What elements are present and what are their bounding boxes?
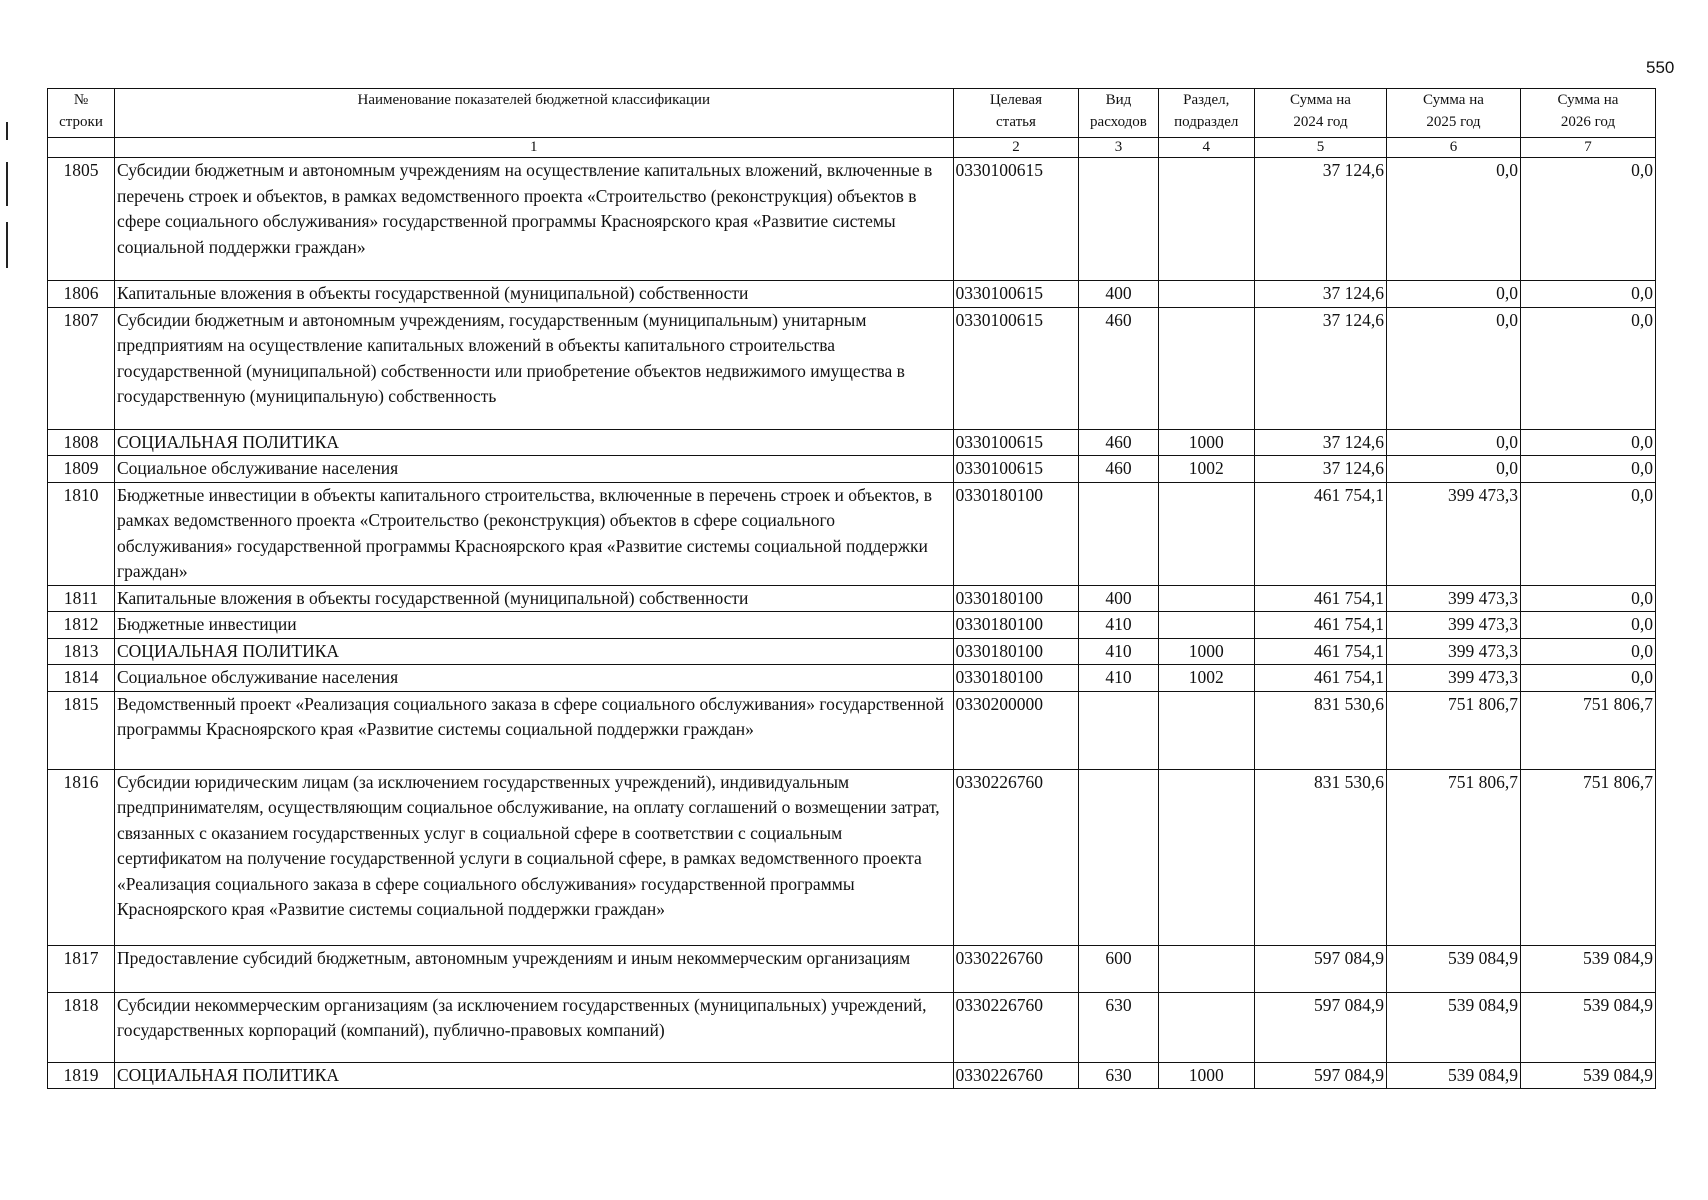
expense-type xyxy=(1079,482,1158,585)
target-article: 0330226760 xyxy=(953,945,1079,992)
header-sum-2025: Сумма на 2025 год xyxy=(1386,89,1520,138)
target-article: 0330226760 xyxy=(953,769,1079,945)
indicator-name: Бюджетные инвестиции xyxy=(115,612,954,639)
sum-2025: 399 473,3 xyxy=(1386,482,1520,585)
header-row-no: № строки xyxy=(48,89,115,138)
col-number: 6 xyxy=(1386,138,1520,158)
sum-2026: 0,0 xyxy=(1520,585,1655,612)
expense-type: 630 xyxy=(1079,992,1158,1062)
row-number: 1805 xyxy=(48,158,115,281)
row-number: 1806 xyxy=(48,281,115,308)
table-row xyxy=(48,691,1656,769)
section-code xyxy=(1158,691,1254,769)
table-row xyxy=(48,158,1656,281)
sum-2024: 597 084,9 xyxy=(1254,1062,1386,1089)
indicator-name: Бюджетные инвестиции в объекты капитального строительства, включенные в перечень строек и объектов, в рамках ведомственного проекта «Строительство (реконструкция) объектов в сфере социального обслуживания» государственной программы Красноярского края «Развитие системы социальной поддержки граждан» xyxy=(115,482,954,585)
expense-type xyxy=(1079,158,1158,281)
row-number: 1816 xyxy=(48,769,115,945)
sum-2024: 461 754,1 xyxy=(1254,612,1386,639)
section-code: 1002 xyxy=(1158,456,1254,483)
indicator-name: СОЦИАЛЬНАЯ ПОЛИТИКА xyxy=(115,429,954,456)
expense-type: 460 xyxy=(1079,307,1158,429)
target-article: 0330100615 xyxy=(953,456,1079,483)
indicator-name: Ведомственный проект «Реализация социального заказа в сфере социального обслуживания» государственной программы Красноярского края «Развитие системы социальной поддержки граждан» xyxy=(115,691,954,769)
indicator-name: Социальное обслуживание населения xyxy=(115,665,954,692)
sum-2024: 597 084,9 xyxy=(1254,992,1386,1062)
sum-2024: 461 754,1 xyxy=(1254,585,1386,612)
sum-2025: 399 473,3 xyxy=(1386,665,1520,692)
row-number: 1814 xyxy=(48,665,115,692)
indicator-name: Субсидии юридическим лицам (за исключением государственных учреждений), индивидуальным предпринимателям, осуществляющим социальное обслуживание, на оплату соглашений о возмещении затрат, связанных с оказанием государственных услуг в социальной сфере в соответствии с социальным сертификатом на получение государственной услуги в социальной сфере, в рамках ведомственного проекта «Реализация социального заказа в сфере социального обслуживания» государственной программы Красноярского края «Развитие системы социальной поддержки граждан» xyxy=(115,769,954,945)
expense-type: 630 xyxy=(1079,1062,1158,1089)
target-article: 0330100615 xyxy=(953,281,1079,308)
sum-2024: 461 754,1 xyxy=(1254,665,1386,692)
header-row xyxy=(48,89,1656,138)
col-number: 7 xyxy=(1520,138,1655,158)
table-row xyxy=(48,456,1656,483)
indicator-name: СОЦИАЛЬНАЯ ПОЛИТИКА xyxy=(115,1062,954,1089)
target-article: 0330226760 xyxy=(953,1062,1079,1089)
expense-type: 410 xyxy=(1079,612,1158,639)
row-number: 1815 xyxy=(48,691,115,769)
sum-2026: 0,0 xyxy=(1520,612,1655,639)
table-row xyxy=(48,665,1656,692)
col-number: 3 xyxy=(1079,138,1158,158)
sum-2025: 539 084,9 xyxy=(1386,945,1520,992)
indicator-name: СОЦИАЛЬНАЯ ПОЛИТИКА xyxy=(115,638,954,665)
table-row xyxy=(48,429,1656,456)
section-code xyxy=(1158,769,1254,945)
sum-2025: 0,0 xyxy=(1386,281,1520,308)
sum-2024: 37 124,6 xyxy=(1254,456,1386,483)
expense-type: 460 xyxy=(1079,456,1158,483)
sum-2026: 0,0 xyxy=(1520,482,1655,585)
target-article: 0330180100 xyxy=(953,612,1079,639)
indicator-name: Субсидии бюджетным и автономным учреждениям на осуществление капитальных вложений, включенные в перечень строек и объектов, в рамках ведомственного проекта «Строительство (реконструкция) объектов в сфере социального обслуживания» государственной программы Красноярского края «Развитие системы социальной поддержки граждан» xyxy=(115,158,954,281)
sum-2026: 539 084,9 xyxy=(1520,1062,1655,1089)
indicator-name: Субсидии бюджетным и автономным учреждениям, государственным (муниципальным) унитарным предприятиям на осуществление капитальных вложений в объекты капитального строительства государственной (муниципальной) собственности или приобретение объектов недвижимого имущества в государственную (муниципальную) собственность xyxy=(115,307,954,429)
section-code xyxy=(1158,585,1254,612)
table-row xyxy=(48,482,1656,585)
header-sum-2024: Сумма на 2024 год xyxy=(1254,89,1386,138)
page-number: 550 xyxy=(1646,58,1675,77)
sum-2025: 399 473,3 xyxy=(1386,638,1520,665)
sum-2024: 597 084,9 xyxy=(1254,945,1386,992)
sum-2025: 399 473,3 xyxy=(1386,585,1520,612)
col-number: 2 xyxy=(953,138,1079,158)
sum-2026: 0,0 xyxy=(1520,456,1655,483)
sum-2024: 461 754,1 xyxy=(1254,482,1386,585)
col-number xyxy=(48,138,115,158)
indicator-name: Субсидии некоммерческим организациям (за исключением государственных (муниципальных) учреждений, государственных корпораций (компаний), публично-правовых компаний) xyxy=(115,992,954,1062)
target-article: 0330226760 xyxy=(953,992,1079,1062)
sum-2025: 539 084,9 xyxy=(1386,1062,1520,1089)
table-row xyxy=(48,769,1656,945)
header-target: Целевая статья xyxy=(953,89,1079,138)
row-number: 1818 xyxy=(48,992,115,1062)
expense-type: 400 xyxy=(1079,281,1158,308)
indicator-name: Предоставление субсидий бюджетным, автономным учреждениям и иным некоммерческим организациям xyxy=(115,945,954,992)
section-code xyxy=(1158,992,1254,1062)
header-sum-2026: Сумма на 2026 год xyxy=(1520,89,1655,138)
expense-type: 410 xyxy=(1079,665,1158,692)
budget-table xyxy=(47,88,1656,1089)
section-code xyxy=(1158,307,1254,429)
sum-2024: 37 124,6 xyxy=(1254,307,1386,429)
column-numbers-row xyxy=(48,138,1656,158)
sum-2026: 0,0 xyxy=(1520,307,1655,429)
row-number: 1809 xyxy=(48,456,115,483)
sum-2024: 831 530,6 xyxy=(1254,769,1386,945)
sum-2024: 461 754,1 xyxy=(1254,638,1386,665)
sum-2026: 539 084,9 xyxy=(1520,992,1655,1062)
row-number: 1812 xyxy=(48,612,115,639)
row-number: 1819 xyxy=(48,1062,115,1089)
sum-2025: 539 084,9 xyxy=(1386,992,1520,1062)
sum-2025: 399 473,3 xyxy=(1386,612,1520,639)
col-number: 1 xyxy=(115,138,954,158)
section-code: 1000 xyxy=(1158,429,1254,456)
target-article: 0330100615 xyxy=(953,429,1079,456)
sum-2025: 0,0 xyxy=(1386,307,1520,429)
section-code xyxy=(1158,482,1254,585)
sum-2025: 0,0 xyxy=(1386,429,1520,456)
row-number: 1811 xyxy=(48,585,115,612)
table-row xyxy=(48,307,1656,429)
section-code xyxy=(1158,158,1254,281)
target-article: 0330100615 xyxy=(953,307,1079,429)
target-article: 0330100615 xyxy=(953,158,1079,281)
sum-2025: 751 806,7 xyxy=(1386,769,1520,945)
indicator-name: Капитальные вложения в объекты государственной (муниципальной) собственности xyxy=(115,281,954,308)
row-number: 1810 xyxy=(48,482,115,585)
col-number: 4 xyxy=(1158,138,1254,158)
sum-2026: 0,0 xyxy=(1520,158,1655,281)
sum-2026: 539 084,9 xyxy=(1520,945,1655,992)
col-number: 5 xyxy=(1254,138,1386,158)
target-article: 0330200000 xyxy=(953,691,1079,769)
table-row xyxy=(48,281,1656,308)
expense-type: 600 xyxy=(1079,945,1158,992)
sum-2025: 751 806,7 xyxy=(1386,691,1520,769)
sum-2025: 0,0 xyxy=(1386,158,1520,281)
target-article: 0330180100 xyxy=(953,638,1079,665)
header-section: Раздел, подраздел xyxy=(1158,89,1254,138)
sum-2026: 0,0 xyxy=(1520,638,1655,665)
sum-2024: 37 124,6 xyxy=(1254,158,1386,281)
row-number: 1808 xyxy=(48,429,115,456)
section-code: 1000 xyxy=(1158,1062,1254,1089)
table-row xyxy=(48,612,1656,639)
table-row xyxy=(48,585,1656,612)
expense-type xyxy=(1079,691,1158,769)
row-number: 1807 xyxy=(48,307,115,429)
target-article: 0330180100 xyxy=(953,665,1079,692)
section-code xyxy=(1158,281,1254,308)
sum-2026: 0,0 xyxy=(1520,281,1655,308)
section-code xyxy=(1158,945,1254,992)
table-row xyxy=(48,992,1656,1062)
indicator-name: Капитальные вложения в объекты государственной (муниципальной) собственности xyxy=(115,585,954,612)
sum-2026: 751 806,7 xyxy=(1520,769,1655,945)
table-row xyxy=(48,638,1656,665)
section-code: 1002 xyxy=(1158,665,1254,692)
header-type: Вид расходов xyxy=(1079,89,1158,138)
expense-type xyxy=(1079,769,1158,945)
table-row xyxy=(48,1062,1656,1089)
row-number: 1817 xyxy=(48,945,115,992)
target-article: 0330180100 xyxy=(953,585,1079,612)
header-name: Наименование показателей бюджетной классификации xyxy=(115,89,954,138)
sum-2026: 0,0 xyxy=(1520,665,1655,692)
sum-2024: 831 530,6 xyxy=(1254,691,1386,769)
sum-2026: 751 806,7 xyxy=(1520,691,1655,769)
sum-2024: 37 124,6 xyxy=(1254,281,1386,308)
section-code: 1000 xyxy=(1158,638,1254,665)
margin-mark xyxy=(6,162,8,206)
sum-2025: 0,0 xyxy=(1386,456,1520,483)
sum-2024: 37 124,6 xyxy=(1254,429,1386,456)
expense-type: 400 xyxy=(1079,585,1158,612)
section-code xyxy=(1158,612,1254,639)
margin-mark xyxy=(6,122,8,140)
table-row xyxy=(48,945,1656,992)
expense-type: 410 xyxy=(1079,638,1158,665)
indicator-name: Социальное обслуживание населения xyxy=(115,456,954,483)
target-article: 0330180100 xyxy=(953,482,1079,585)
sum-2026: 0,0 xyxy=(1520,429,1655,456)
row-number: 1813 xyxy=(48,638,115,665)
expense-type: 460 xyxy=(1079,429,1158,456)
margin-mark xyxy=(6,222,8,268)
